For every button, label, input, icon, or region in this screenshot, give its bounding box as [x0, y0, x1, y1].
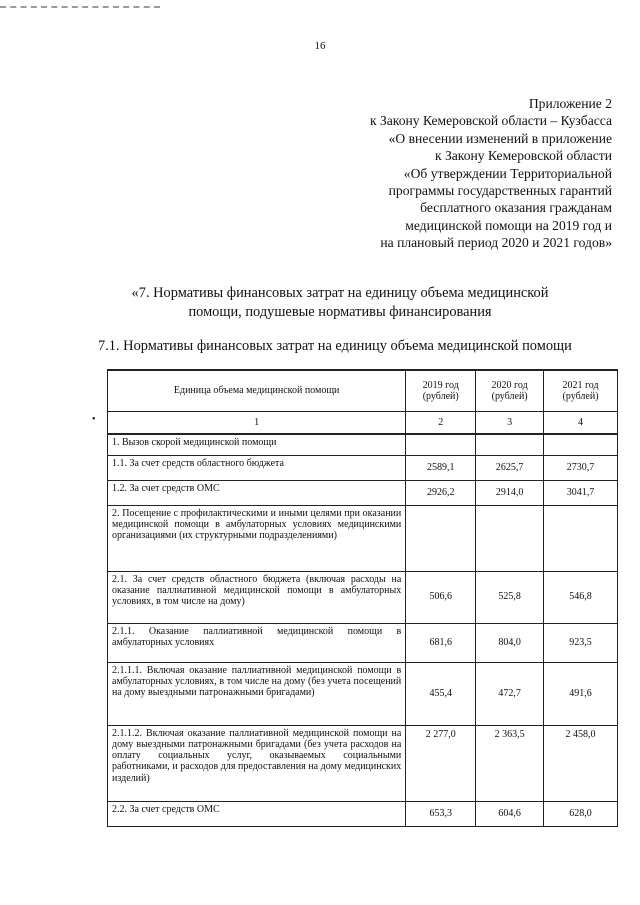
section-title [60, 284, 620, 322]
value-2021: 628,0 [544, 801, 618, 826]
appendix-line: Приложение 2 [528, 96, 612, 111]
value-2019 [406, 505, 476, 571]
value-2021 [544, 434, 618, 455]
value-2019: 681,6 [406, 623, 476, 662]
section-title-line: «7. Нормативы финансовых затрат на единицу объема медицинской [131, 285, 549, 301]
appendix-line: к Закону Кемеровской области – Кузбасса [369, 113, 612, 129]
table-row [108, 623, 618, 662]
table-row [108, 662, 618, 725]
column-number: 2 [406, 412, 476, 435]
value-2020 [476, 505, 544, 571]
appendix-header [292, 95, 612, 252]
row-label: 1.1. За счет средств областного бюджета [108, 455, 406, 480]
value-2021: 923,5 [544, 623, 618, 662]
value-2019: 2 277,0 [406, 725, 476, 801]
row-label: 2.1.1.2. Включая оказание паллиативной медицинской помощи на дому выездными патронажными бригадами (без учета расходов на оплату социальных услуг, оказываемых социальными работниками, и расходов для предоставления на дому медицинских изделий) [108, 725, 406, 801]
table-row [108, 801, 618, 826]
column-number-row [108, 412, 618, 435]
table-row [108, 725, 618, 801]
table-row [108, 434, 618, 455]
value-2019: 2926,2 [406, 480, 476, 505]
appendix-line: бесплатного оказания гражданам [420, 200, 612, 216]
appendix-line: «Об утверждении Территориальной [403, 165, 612, 181]
value-2019: 506,6 [406, 571, 476, 623]
value-2019: 455,4 [406, 662, 476, 725]
table-row [108, 480, 618, 505]
header-cell: 2019 год (рублей) [406, 370, 476, 412]
column-number: 1 [108, 412, 406, 435]
row-label: 1. Вызов скорой медицинской помощи [108, 434, 406, 455]
subsection-title: 7.1. Нормативы финансовых затрат на единицу объема медицинской помощи [98, 338, 572, 354]
appendix-line: к Закону Кемеровской области [434, 148, 612, 164]
value-2020: 804,0 [476, 623, 544, 662]
appendix-line: медицинской помощи на 2019 год и [405, 217, 612, 233]
value-2020: 472,7 [476, 662, 544, 725]
appendix-line: программы государственных гарантий [388, 183, 612, 199]
section-title-line: помощи, подушевые нормативы финансирования [188, 304, 492, 320]
header-cell: Единица объема медицинской помощи [108, 370, 406, 412]
table-row [108, 571, 618, 623]
table-row [108, 505, 618, 571]
row-label: 2.1.1. Оказание паллиативной медицинской помощи в амбулаторных условиях [108, 623, 406, 662]
value-2021: 2730,7 [544, 455, 618, 480]
table-header-row [108, 370, 618, 412]
table-row [108, 455, 618, 480]
scan-artifact-line [0, 6, 160, 11]
column-number: 4 [544, 412, 618, 435]
value-2020 [476, 434, 544, 455]
row-label: 2.1. За счет средств областного бюджета (включая расходы на оказание паллиативной медицинской помощи в амбулаторных условиях, в том числе на дому) [108, 571, 406, 623]
value-2020: 2914,0 [476, 480, 544, 505]
row-label: 2. Посещение с профилактическими и иными целями при оказании медицинской помощи в амбулаторных условиях медицинскими организациями (их структурными подразделениями) [108, 505, 406, 571]
value-2020: 2 363,5 [476, 725, 544, 801]
value-2021: 491,6 [544, 662, 618, 725]
scan-dot: • [92, 414, 96, 425]
appendix-line: на плановый период 2020 и 2021 годов» [380, 235, 612, 251]
row-label: 1.2. За счет средств ОМС [108, 480, 406, 505]
value-2019: 653,3 [406, 801, 476, 826]
value-2019: 2589,1 [406, 455, 476, 480]
value-2021: 546,8 [544, 571, 618, 623]
value-2021: 2 458,0 [544, 725, 618, 801]
header-cell: 2020 год (рублей) [476, 370, 544, 412]
row-label: 2.2. За счет средств ОМС [108, 801, 406, 826]
row-label: 2.1.1.1. Включая оказание паллиативной медицинской помощи в амбулаторных условиях, в том числе на дому (без учета посещений на дому выездными патронажными бригадами) [108, 662, 406, 725]
appendix-line: «О внесении изменений в приложение [388, 130, 612, 146]
header-cell: 2021 год (рублей) [544, 370, 618, 412]
norms-table [107, 369, 618, 827]
value-2021 [544, 505, 618, 571]
value-2019 [406, 434, 476, 455]
page-number: 16 [314, 40, 326, 52]
value-2020: 2625,7 [476, 455, 544, 480]
value-2020: 525,8 [476, 571, 544, 623]
column-number: 3 [476, 412, 544, 435]
value-2020: 604,6 [476, 801, 544, 826]
value-2021: 3041,7 [544, 480, 618, 505]
